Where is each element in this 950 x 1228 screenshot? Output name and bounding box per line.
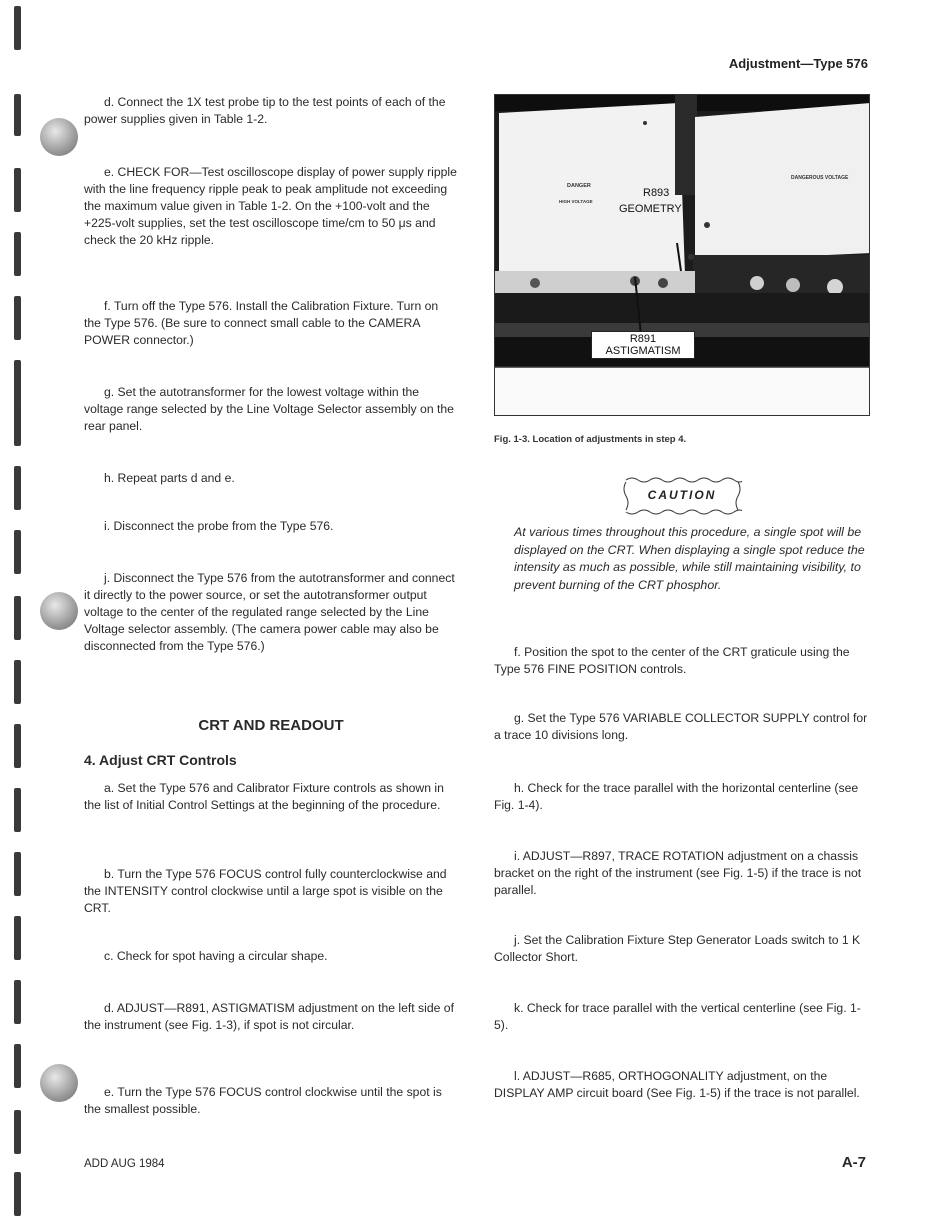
instrument-photo xyxy=(495,95,870,416)
para-d: d. Connect the 1X test probe tip to the test points of each of the power supplies given in Table 1-2. xyxy=(84,95,446,126)
step-d: d. ADJUST—R891, ASTIGMATISM adjustment on the left side of the instrument (see Fig. 1-3), if spot is not circular. xyxy=(84,1001,454,1032)
step-k: k. Check for trace parallel with the vertical centerline (see Fig. 1-5). xyxy=(494,1001,861,1032)
step-h: h. Check for the trace parallel with the horizontal centerline (see Fig. 1-4). xyxy=(494,781,859,812)
para-j: j. Disconnect the Type 576 from the autotransformer and connect it directly to the power source, or set the autotransformer output voltage to the center of the regulated range selected by the Line Voltage selector assembly. (The camera power cable may also be disconnected from the Type 576.) xyxy=(84,571,455,653)
step-c: c. Check for spot having a circular shape. xyxy=(104,949,328,963)
label-astigmatism: ASTIGMATISM xyxy=(605,345,681,357)
punch-hole-top xyxy=(40,118,78,156)
step-b: b. Turn the Type 576 FOCUS control fully counterclockwise and the INTENSITY control clockwise until a large spot is visible on the CRT. xyxy=(84,867,447,915)
para-h: h. Repeat parts d and e. xyxy=(104,471,235,485)
label-r891-box xyxy=(591,331,695,359)
caution-box xyxy=(622,476,742,516)
section-heading: CRT AND READOUT xyxy=(198,717,344,734)
step-j: j. Set the Calibration Fixture Step Generator Loads switch to 1 K Collector Short. xyxy=(494,933,861,964)
para-g: g. Set the autotransformer for the lowest voltage within the voltage range selected by the Line Voltage Selector assembly on the rear panel. xyxy=(84,385,454,433)
caution-label: CAUTION xyxy=(647,488,717,502)
caution-body: At various times throughout this procedure, a single spot will be displayed on the CRT. When displaying a single spot reduce the intensity as much as possible, while still maintaining visibility, to prevent burning of the CRT phosphor. xyxy=(514,525,865,592)
step-e: e. Turn the Type 576 FOCUS control clockwise until the spot is the smallest possible. xyxy=(84,1085,442,1116)
sticker-dangerous-voltage: DANGEROUS VOLTAGE xyxy=(791,175,849,181)
label-r891: R891 xyxy=(629,333,657,345)
sticker-danger: DANGER xyxy=(567,183,591,189)
step-g: g. Set the Type 576 VARIABLE COLLECTOR SUPPLY control for a trace 10 divisions long. xyxy=(494,711,868,742)
punch-hole-bottom xyxy=(40,1064,78,1102)
step-f: f. Position the spot to the center of the CRT graticule using the Type 576 FINE POSITION controls. xyxy=(494,645,850,676)
label-geometry: GEOMETRY xyxy=(619,203,682,215)
page-header: Adjustment—Type 576 xyxy=(728,56,868,71)
figure-photo xyxy=(494,94,870,416)
para-e: e. CHECK FOR—Test oscilloscope display of power supply ripple with the line frequency ripple peak to peak amplitude not exceeding the maximum value given in Table 1-2. On the +100-volt and the +225-volt supplies, set the test oscilloscope time/cm to 50 μs and check the 20 kHz ripple. xyxy=(84,165,457,247)
step-a: a. Set the Type 576 and Calibrator Fixture controls as shown in the list of Initial Control Settings at the beginning of the procedure. xyxy=(84,781,444,812)
para-i: i. Disconnect the probe from the Type 576. xyxy=(104,519,334,533)
step-l: l. ADJUST—R685, ORTHOGONALITY adjustment, on the DISPLAY AMP circuit board (See Fig. 1-5) if the trace is not parallel. xyxy=(494,1069,860,1100)
punch-hole-middle xyxy=(40,592,78,630)
figure-caption: Fig. 1-3. Location of adjustments in step 4. xyxy=(494,434,687,445)
step-i: i. ADJUST—R897, TRACE ROTATION adjustment on a chassis bracket on the right of the instrument (see Fig. 1-5) if the trace is not parallel. xyxy=(494,849,862,897)
sticker-high-voltage: HIGH VOLTAGE xyxy=(559,199,593,204)
page-number: A-7 xyxy=(841,1154,866,1171)
label-r893: R893 xyxy=(643,187,670,199)
footer-date: ADD AUG 1984 xyxy=(84,1158,165,1170)
step-heading: 4. Adjust CRT Controls xyxy=(84,752,237,768)
para-f: f. Turn off the Type 576. Install the Calibration Fixture. Turn on the Type 576. (Be sure to connect small cable to the CAMERA POWER connector.) xyxy=(84,299,439,347)
